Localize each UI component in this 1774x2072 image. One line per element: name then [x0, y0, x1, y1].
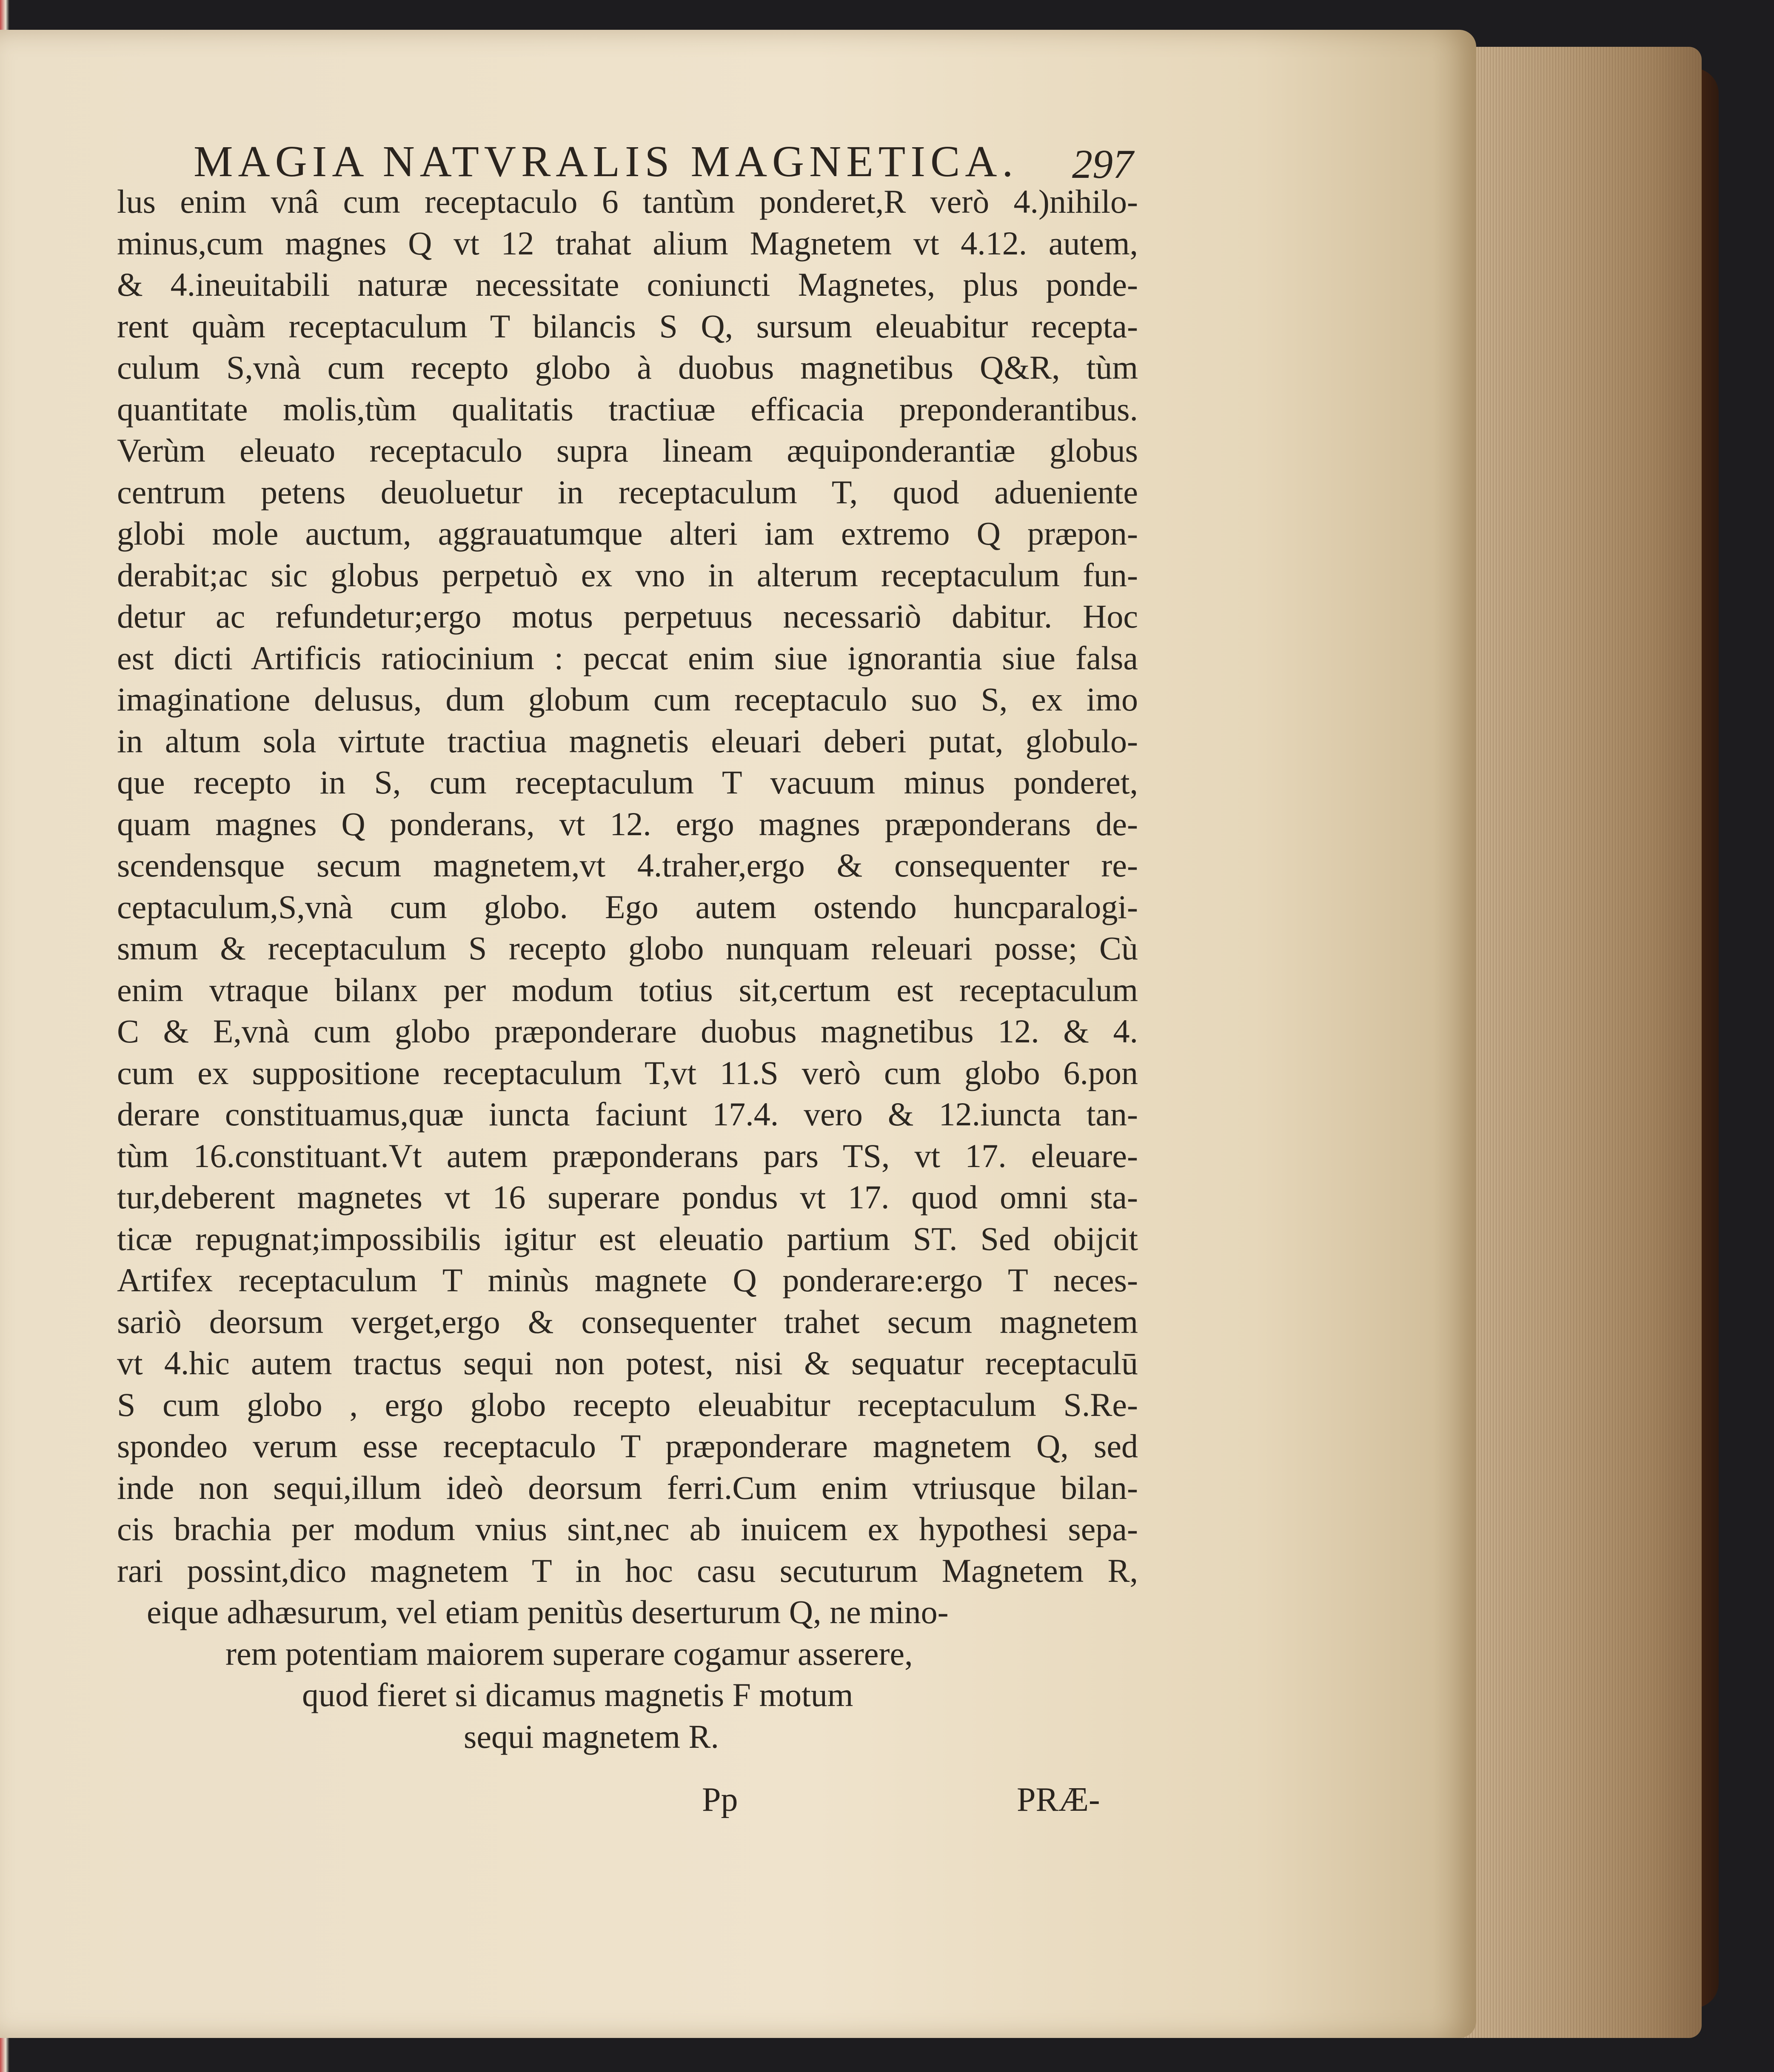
text-line: rent quàm receptaculum T bilancis S Q, sursum eleuabitur recepta- [117, 307, 1138, 345]
tailpiece-line: eique adhæsurum, vel etiam penitùs deserturum Q, ne mino- [147, 1593, 949, 1630]
text-line: lus enim vnâ cum receptaculo 6 tantùm ponderet,R verò 4.)nihilo- [117, 183, 1138, 220]
text-line: in altum sola virtute tractiua magnetis eleuari deberi putat, globulo- [117, 722, 1138, 759]
text-line: rari possint,dico magnetem T in hoc casu secuturum Magnetem R, [117, 1552, 1138, 1589]
text-line: S cum globo , ergo globo recepto eleuabitur receptaculum S.Re- [117, 1386, 1138, 1423]
text-line: tur,deberent magnetes vt 16 superare pondus vt 17. quod omni sta- [117, 1179, 1138, 1216]
text-line: ticæ repugnat;impossibilis igitur est eleuatio partium ST. Sed obijcit [117, 1220, 1138, 1257]
text-line: centrum petens deuoluetur in receptaculum T, quod adueniente [117, 473, 1138, 511]
tailpiece-line: rem potentiam maiorem superare cogamur asserere, [225, 1635, 913, 1672]
text-line: ceptaculum,S,vnà cum globo. Ego autem ostendo huncparalogi- [117, 888, 1138, 925]
text-line: enim vtraque bilanx per modum totius sit,certum est receptaculum [117, 971, 1138, 1008]
text-line: imaginatione delusus, dum globum cum receptaculo suo S, ex imo [117, 681, 1138, 718]
signature-mark: Pp [702, 1781, 738, 1818]
text-line: que recepto in S, cum receptaculum T vacuum minus ponderet, [117, 764, 1138, 801]
text-line: sariò deorsum verget,ergo & consequenter trahet secum magnetem [117, 1303, 1138, 1340]
text-line: quam magnes Q ponderans, vt 12. ergo magnes præponderans de- [117, 805, 1138, 842]
text-line: Verùm eleuato receptaculo supra lineam æquiponderantiæ globus [117, 432, 1138, 469]
catchword: PRÆ- [1017, 1781, 1100, 1818]
text-line: & 4.ineuitabili naturæ necessitate coniuncti Magnetes, plus ponde- [117, 266, 1138, 303]
page-block-edges [1442, 47, 1702, 2038]
running-title: MAGIA NATVRALIS MAGNETICA. [194, 137, 1018, 186]
text-line: quantitate molis,tùm qualitatis tractiuæ efficacia preponderantibus. [117, 390, 1138, 428]
text-line: smum & receptaculum S recepto globo nunquam releuari posse; Cù [117, 930, 1138, 967]
text-line: C & E,vnà cum globo præponderare duobus magnetibus 12. & 4. [117, 1013, 1138, 1050]
tailpiece-line: quod fieret si dicamus magnetis F motum [302, 1676, 853, 1713]
text-line: detur ac refundetur;ergo motus perpetuus necessariò dabitur. Hoc [117, 598, 1138, 635]
text-line: culum S,vnà cum recepto globo à duobus magnetibus Q&R, tùm [117, 349, 1138, 386]
text-line: cis brachia per modum vnius sint,nec ab inuicem ex hypothesi sepa- [117, 1510, 1138, 1547]
text-line: derare constituamus,quæ iuncta faciunt 17.4. vero & 12.iuncta tan- [117, 1096, 1138, 1133]
text-line: Artifex receptaculum T minùs magnete Q ponderare:ergo T neces- [117, 1261, 1138, 1299]
page-footer [0, 1781, 1476, 1832]
text-line: est dicti Artificis ratiocinium : peccat enim siue ignorantia siue falsa [117, 639, 1138, 676]
body-text-block [117, 181, 1138, 1591]
text-line: scendensque secum magnetem,vt 4.traher,ergo & consequenter re- [117, 847, 1138, 884]
text-line: globi mole auctum, aggrauatumque alteri iam extremo Q præpon- [117, 515, 1138, 552]
tailpiece-line: sequi magnetem R. [464, 1718, 719, 1755]
text-line: derabit;ac sic globus perpetuò ex vno in alterum receptaculum fun- [117, 556, 1138, 594]
text-line: cum ex suppositione receptaculum T,vt 11.S verò cum globo 6.pon [117, 1054, 1138, 1091]
text-line: minus,cum magnes Q vt 12 trahat alium Magnetem vt 4.12. autem, [117, 224, 1138, 262]
text-line: vt 4.hic autem tractus sequi non potest, nisi & sequatur receptaculū [117, 1344, 1138, 1381]
page-number: 297 [1072, 141, 1133, 187]
text-line: inde non sequi,illum ideò deorsum ferri.Cum enim vtriusque bilan- [117, 1469, 1138, 1506]
text-line: spondeo verum esse receptaculo T præponderare magnetem Q, sed [117, 1427, 1138, 1464]
text-line: tùm 16.constituant.Vt autem præponderans pars TS, vt 17. eleuare- [117, 1137, 1138, 1174]
